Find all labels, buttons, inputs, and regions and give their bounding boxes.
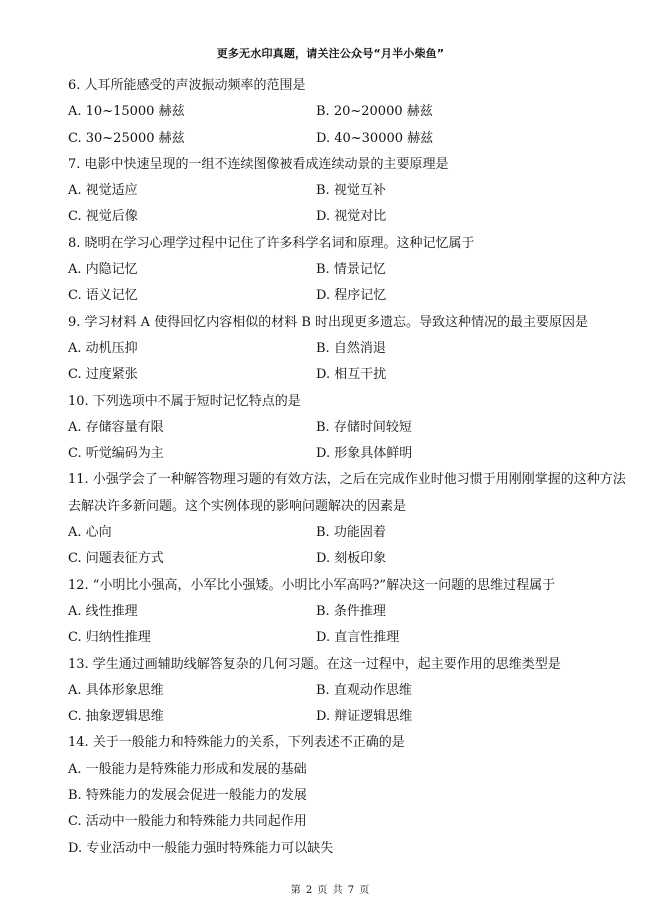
option-a: A. 内隐记忆	[68, 262, 138, 278]
option-b: B. 功能固着	[316, 525, 386, 541]
option-d: D. 40~30000 赫兹	[316, 130, 434, 146]
option-a: A. 线性推理	[68, 603, 138, 619]
option-d: D. 辩证逻辑思维	[316, 709, 413, 725]
option-c: C. 听觉编码为主	[68, 446, 164, 462]
option-c: C. 30~25000 赫兹	[68, 130, 185, 146]
option-d: D. 程序记忆	[316, 288, 387, 304]
question-10	[68, 389, 628, 468]
option-b: B. 特殊能力的发展会促进一般能力的发展	[68, 788, 307, 804]
question-stem: 11. 小强学会了一种解答物理习题的有效方法，之后在完成作业时他习惯于用刚刚掌握的这种方法去解决许多新问题。这个实例体现的影响问题解决的因素是	[68, 472, 626, 514]
option-b: B. 视觉互补	[316, 183, 386, 199]
option-c: C. 活动中一般能力和特殊能力共同起作用	[68, 814, 307, 830]
question-stem: 13. 学生通过画辅助线解答复杂的几何习题。在这一过程中，起主要作用的思维类型是	[68, 656, 561, 672]
option-a: A. 具体形象思维	[68, 682, 164, 698]
option-a: A. 10~15000 赫兹	[68, 104, 185, 120]
option-b: B. 条件推理	[316, 603, 386, 619]
option-a: A. 视觉适应	[68, 183, 138, 199]
question-6	[68, 73, 628, 152]
option-d: D. 刻板印象	[316, 551, 387, 567]
option-c: C. 视觉后像	[68, 209, 138, 225]
question-stem: 7. 电影中快速呈现的一组不连续图像被看成连续动景的主要原理是	[68, 156, 449, 172]
page-number: 第 2 页 共 7 页	[290, 885, 371, 896]
question-11	[68, 467, 628, 572]
option-a: A. 一般能力是特殊能力形成和发展的基础	[68, 761, 307, 777]
option-d: D. 视觉对比	[316, 209, 387, 225]
question-stem: 14. 关于一般能力和特殊能力的关系，下列表述不正确的是	[68, 735, 405, 751]
question-9	[68, 310, 628, 389]
option-c: C. 归纳性推理	[68, 630, 151, 646]
option-a: A. 动机压抑	[68, 340, 138, 356]
question-13	[68, 652, 628, 731]
option-d: D. 形象具体鲜明	[316, 446, 413, 462]
question-7	[68, 152, 628, 231]
option-b: B. 20~20000 赫兹	[316, 104, 433, 120]
option-c: C. 过度紧张	[68, 367, 138, 383]
option-d: D. 直言性推理	[316, 630, 400, 646]
option-c: C. 抽象逻辑思维	[68, 709, 164, 725]
option-d: D. 相互干扰	[316, 367, 387, 383]
option-d: D. 专业活动中一般能力强时特殊能力可以缺失	[68, 840, 334, 856]
question-12	[68, 573, 628, 652]
option-a: A. 心向	[68, 525, 112, 541]
question-stem: 12. “小明比小强高，小军比小强矮。小明比小军高吗?”解决这一问题的思维过程属于	[68, 577, 556, 593]
option-a: A. 存储容量有限	[68, 419, 164, 435]
question-list	[68, 73, 628, 862]
option-b: B. 自然消退	[316, 340, 386, 356]
question-8	[68, 231, 628, 310]
option-b: B. 情景记忆	[316, 262, 386, 278]
question-stem: 9. 学习材料 A 使得回忆内容相似的材料 B 时出现更多遗忘。导致这种情况的最主要原因是	[68, 314, 589, 330]
option-b: B. 存储时间较短	[316, 419, 412, 435]
question-stem: 8. 晓明在学习心理学过程中记住了许多科学名词和原理。这种记忆属于	[68, 235, 475, 251]
question-14	[68, 730, 628, 861]
question-stem: 6. 人耳所能感受的声波振动频率的范围是	[68, 78, 306, 93]
option-c: C. 语义记忆	[68, 288, 138, 304]
question-stem: 10. 下列选项中不属于短时记忆特点的是	[68, 393, 301, 409]
page-header-watermark: 更多无水印真题，请关注公众号“月半小柴鱼”	[216, 47, 445, 60]
option-b: B. 直观动作思维	[316, 682, 412, 698]
option-c: C. 问题表征方式	[68, 551, 164, 567]
